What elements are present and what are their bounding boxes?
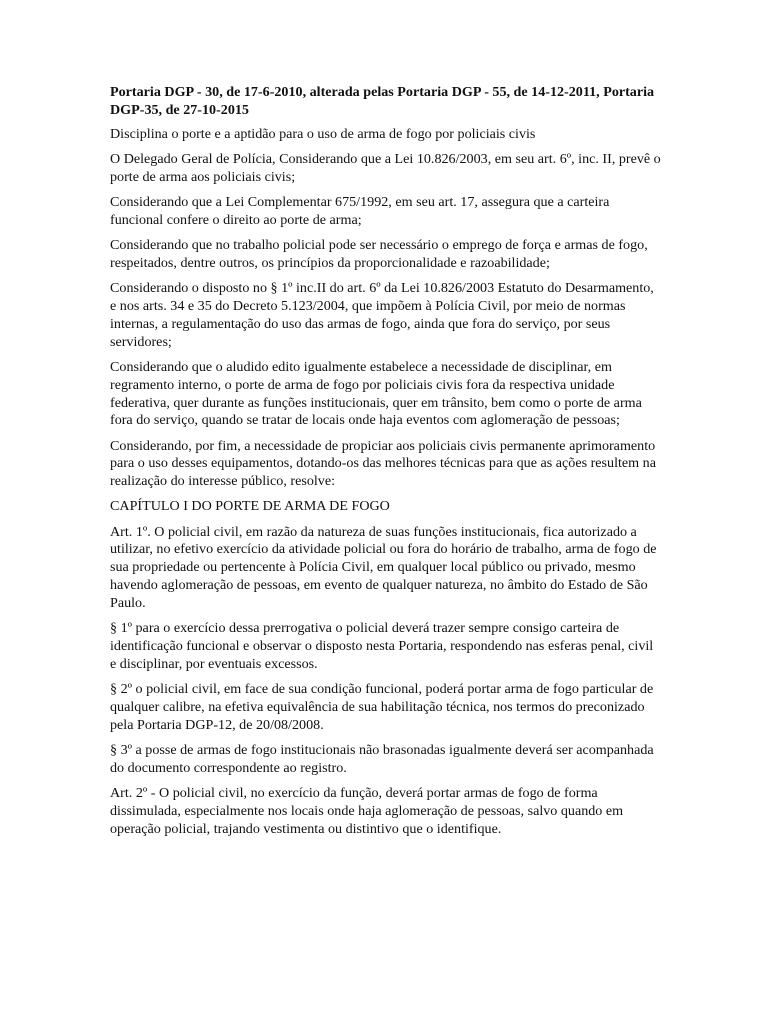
- paragraph-art-1-par-2: § 2º o policial civil, em face de sua condição funcional, poderá portar arma de fogo particular de qualquer calibre, na efetiva equivalência de sua habilitação técnica, nos termos do preconizado pela Portaria DGP-12, de 20/08/2008.: [110, 681, 654, 733]
- paragraph-art-1-par-1: § 1º para o exercício dessa prerrogativa o policial deverá trazer sempre consigo carteira de identificação funcional e observar o disposto nesta Portaria, respondendo nas esferas penal, civil e disciplinar, por eventuais excessos.: [110, 620, 654, 673]
- paragraph-considerando-2: Considerando que no trabalho policial pode ser necessário o emprego de força e armas de fogo, respeitados, dentre outros, os princípios da proporcionalidade e razoabilidade;: [110, 236, 648, 271]
- document-page: [110, 84, 662, 846]
- document-title: Portaria DGP - 30, de 17-6-2010, alterada pelas Portaria DGP - 55, de 14-12-2011, Portaria DGP-35, de 27-10-2015: [110, 84, 655, 118]
- paragraph-art-2: Art. 2º - O policial civil, no exercício da função, deverá portar armas de fogo de forma dissimulada, especialmente nos locais onde haja aglomeração de pessoas, salvo quando em operação policial, trajando vestimenta ou distintivo que o identifique.: [110, 785, 624, 837]
- chapter-heading: CAPÍTULO I DO PORTE DE ARMA DE FOGO: [110, 498, 390, 515]
- paragraph-preamble: O Delegado Geral de Polícia, Considerando que a Lei 10.826/2003, em seu art. 6º, inc. II, prevê o porte de arma aos policiais civis;: [110, 150, 661, 185]
- paragraph-considerando-1: Considerando que a Lei Complementar 675/1992, em seu art. 17, assegura que a carteira funcional confere o direito ao porte de arma;: [110, 193, 610, 228]
- paragraph-considerando-4: Considerando que o aludido edito igualmente estabelece a necessidade de disciplinar, em regramento interno, o porte de arma de fogo por policiais civis fora da respectiva unidade federativa, quer durante as funções institucionais, quer em trânsito, bem como o porte de arma fora do serviço, quando se tratar de locais onde haja eventos com aglomeração de pessoas;: [110, 358, 642, 429]
- paragraph-summary: Disciplina o porte e a aptidão para o uso de arma de fogo por policiais civis: [110, 125, 536, 142]
- paragraph-art-1-par-3: § 3º a posse de armas de fogo institucionais não brasonadas igualmente deverá ser acompanhada do documento correspondente ao registro.: [110, 742, 654, 776]
- paragraph-art-1: Art. 1º. O policial civil, em razão da natureza de suas funções institucionais, fica autorizado a utilizar, no efetivo exercício da atividade policial ou fora do horário de trabalho, arma de fogo de sua propriedade ou pertencente à Polícia Civil, em qualquer local público ou privado, mesmo havendo aglomeração de pessoas, em evento de qualquer natureza, no âmbito do Estado de São Paulo.: [110, 523, 657, 612]
- paragraph-considerando-3: Considerando o disposto no § 1º inc.II do art. 6º da Lei 10.826/2003 Estatuto do Desarmamento, e nos arts. 34 e 35 do Decreto 5.123/2004, que impõem à Polícia Civil, por meio de normas internas, a regulamentação do uso das armas de fogo, ainda que fora do serviço, por seus servidores;: [110, 279, 654, 350]
- paragraph-considerando-5: Considerando, por fim, a necessidade de propiciar aos policiais civis permanente aprimoramento para o uso desses equipamentos, dotando-os das melhores técnicas para que as ações resultem na realização do interesse público, resolve:: [110, 437, 656, 490]
